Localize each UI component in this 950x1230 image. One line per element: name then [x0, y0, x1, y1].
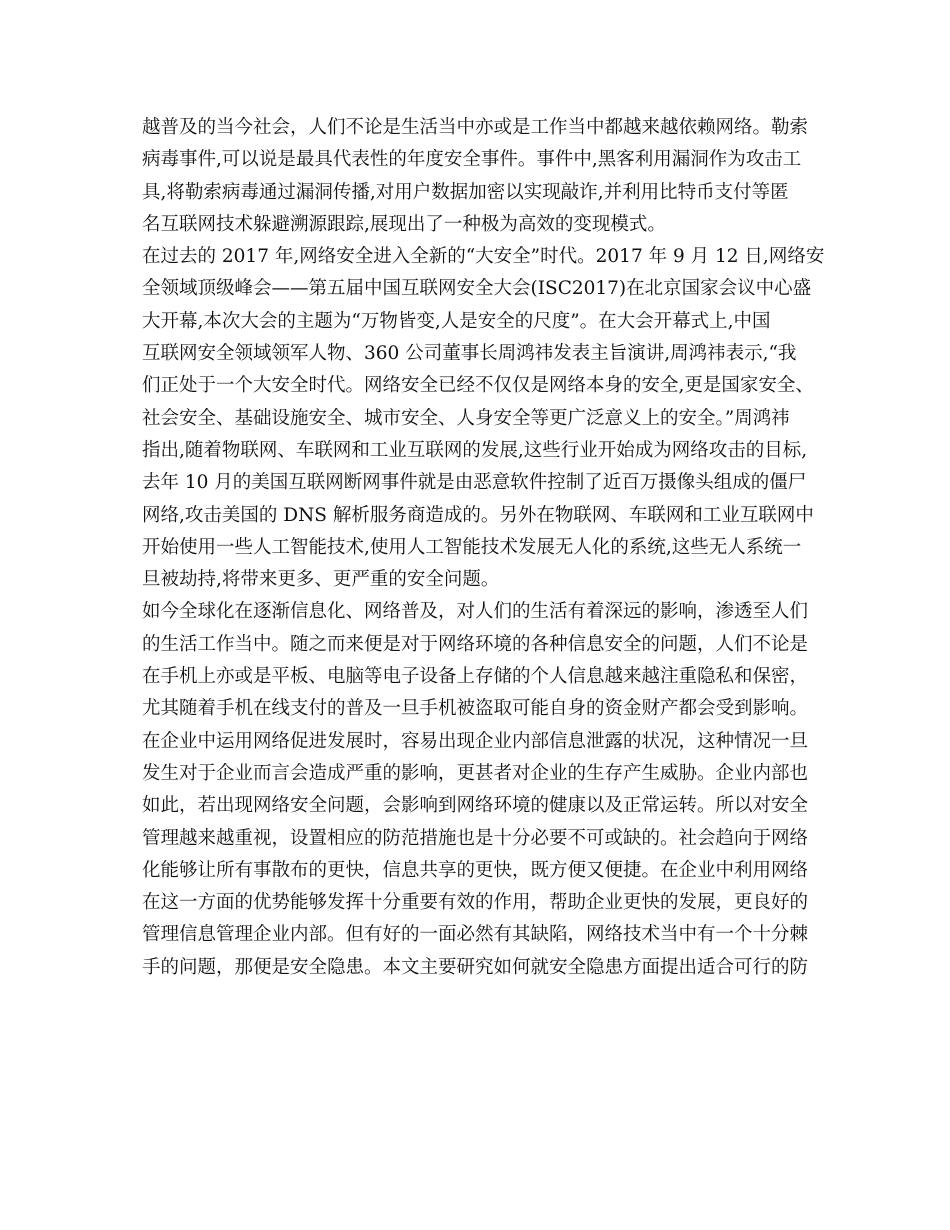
text-line: 的生活工作当中。随之而来便是对于网络环境的各种信息安全的问题，人们不论是 — [142, 633, 809, 655]
text-line: 管理信息管理企业内部。但有好的一面必然有其缺陷，网络技术当中有一个十分棘 — [142, 924, 809, 946]
text-line: 越普及的当今社会，人们不论是生活当中亦或是工作当中都越来越依赖网络。勒索 — [142, 117, 809, 138]
text-line: 开始使用一些人工智能技术,使用人工智能技术发展无人化的系统,这些无人系统一 — [142, 536, 802, 558]
text-line: 网络,攻击美国的 DNS 解析服务商造成的。另外在物联网、车联网和工业互联网中 — [142, 504, 814, 526]
text-line: 在过去的 2017 年,网络安全进入全新的“大安全”时代。2017 年 9 月 12 日,网络安 — [142, 246, 825, 268]
text-line: 在企业中运用网络促进发展时，容易出现企业内部信息泄露的状况，这种情况一旦 — [142, 730, 809, 752]
document-body — [142, 112, 832, 984]
text-line: 如此，若出现网络安全问题，会影响到网络环境的健康以及正常运转。所以对安全 — [142, 795, 809, 817]
text-line: 去年 10 月的美国互联网断网事件就是由恶意软件控制了近百万摄像头组成的僵尸 — [142, 472, 807, 494]
text-line: 旦被劫持,将带来更多、更严重的安全问题。 — [142, 569, 500, 591]
text-line: 全领域顶级峰会——第五届中国互联网安全大会(ISC2017)在北京国家会议中心盛 — [142, 278, 812, 300]
text-line: 社会安全、基础设施安全、城市安全、人身安全等更广泛意义上的安全。”周鸿祎 — [142, 407, 790, 429]
text-line: 具,将勒索病毒通过漏洞传播,对用户数据加密以实现敲诈,并利用比特币支付等匿 — [142, 181, 789, 203]
text-line: 化能够让所有事散布的更快，信息共享的更快，既方便又便捷。在企业中利用网络 — [142, 859, 809, 881]
text-line: 管理越来越重视，设置相应的防范措施也是十分必要不可或缺的。社会趋向于网络 — [142, 827, 809, 849]
paragraph-ransomware — [142, 112, 832, 241]
text-line: 在这一方面的优势能够发挥十分重要有效的作用，帮助企业更快的发展，更良好的 — [142, 892, 809, 914]
text-line: 发生对于企业而言会造成严重的影响，更甚者对企业的生存产生威胁。企业内部也 — [142, 762, 809, 784]
paragraph-globalization — [142, 596, 832, 984]
text-line: 手的问题，那便是安全隐患。本文主要研究如何就安全隐患方面提出适合可行的防 — [142, 956, 809, 978]
text-line: 名互联网技术躲避溯源跟踪,展现出了一种极为高效的变现模式。 — [142, 213, 666, 235]
text-line: 们正处于一个大安全时代。网络安全已经不仅仅是网络本身的安全,更是国家安全、 — [142, 375, 814, 397]
text-line: 病毒事件,可以说是最具代表性的年度安全事件。事件中,黑客利用漏洞作为攻击工 — [142, 149, 802, 171]
text-line: 互联网安全领域领军人物、360 公司董事长周鸿祎发表主旨演讲,周鸿祎表示,“我 — [142, 343, 797, 365]
text-line: 指出,随着物联网、车联网和工业互联网的发展,这些行业开始成为网络攻击的目标, — [142, 439, 808, 461]
paragraph-isc2017 — [142, 241, 832, 596]
text-line: 在手机上亦或是平板、电脑等电子设备上存储的个人信息越来越注重隐私和保密， — [142, 666, 809, 688]
text-line: 尤其随着手机在线支付的普及一旦手机被盗取可能自身的资金财产都会受到影响。 — [142, 698, 809, 720]
text-line: 大开幕,本次大会的主题为“万物皆变,人是安全的尺度”。在大会开幕式上,中国 — [142, 310, 771, 332]
text-line: 如今全球化在逐渐信息化、网络普及，对人们的生活有着深远的影响，渗透至人们 — [142, 601, 809, 623]
